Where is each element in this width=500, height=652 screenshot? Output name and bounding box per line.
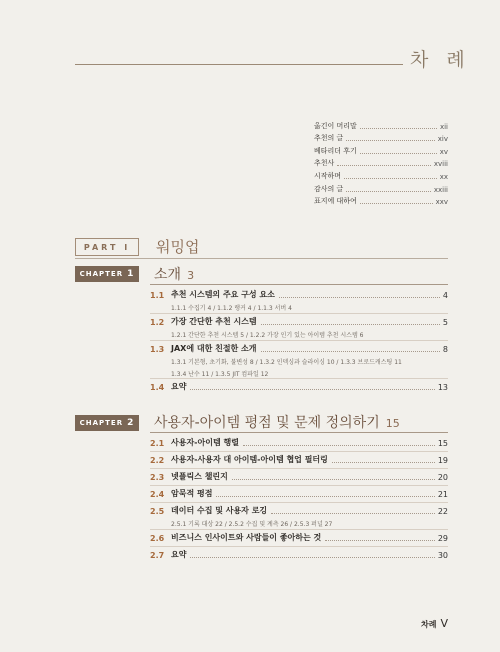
subsection-line: 1.1.1 수집기 4 / 1.1.2 랭커 4 / 1.1.3 서버 4 — [171, 305, 292, 312]
section-divider — [150, 485, 448, 486]
chapter-number: 2 — [127, 418, 135, 428]
subsection-line: 2.5.1 기록 대상 22 / 2.5.2 수집 및 계측 26 / 2.5.3 퍼널 27 — [171, 521, 333, 528]
toc-section[interactable] — [150, 289, 448, 300]
front-matter-title: 감사의 글 — [314, 184, 344, 193]
chapter-rule — [150, 284, 448, 285]
section-page: 4 — [442, 291, 448, 300]
section-number: 1.3 — [150, 345, 165, 354]
section-page: 29 — [437, 534, 448, 543]
section-divider — [150, 468, 448, 469]
dot-leader — [232, 479, 435, 480]
front-matter-item[interactable] — [314, 143, 448, 156]
front-matter-list — [314, 118, 448, 206]
front-matter-item[interactable] — [314, 181, 448, 194]
section-title: 사용자-사용자 대 아이템-아이템 협업 필터링 — [171, 455, 328, 464]
dot-leader — [190, 557, 434, 558]
toc-section[interactable] — [150, 381, 448, 392]
section-number: 2.2 — [150, 456, 165, 465]
toc-section[interactable] — [150, 505, 448, 516]
front-matter-item[interactable] — [314, 168, 448, 181]
section-title: 요약 — [171, 382, 187, 391]
part-label: PART I — [75, 238, 139, 256]
dot-leader — [243, 445, 435, 446]
dot-leader — [271, 513, 435, 514]
section-number: 1.2 — [150, 318, 165, 327]
dot-leader — [332, 462, 435, 463]
chapter-rule — [150, 432, 448, 433]
toc-section[interactable] — [150, 488, 448, 499]
dot-leader — [346, 191, 431, 192]
section-divider — [150, 340, 448, 341]
section-page: 19 — [437, 456, 448, 465]
front-matter-page: xii — [439, 122, 448, 131]
toc-section[interactable] — [150, 316, 448, 327]
section-divider — [150, 378, 448, 379]
dot-leader — [360, 203, 433, 204]
dot-leader — [337, 165, 431, 166]
toc-section[interactable] — [150, 532, 448, 543]
chapter-page: 3 — [187, 269, 195, 282]
header-rule — [75, 64, 403, 65]
front-matter-title: 추천의 글 — [314, 134, 344, 143]
front-matter-item[interactable] — [314, 118, 448, 131]
front-matter-page: xxiii — [433, 185, 448, 194]
dot-leader — [261, 324, 440, 325]
chapter-title-text: 사용자-아이템 평점 및 문제 정의하기 — [154, 415, 380, 431]
chapter-badge — [75, 415, 139, 431]
section-divider — [150, 451, 448, 452]
part-title: 워밍업 — [156, 238, 200, 256]
section-number: 1.4 — [150, 383, 165, 392]
section-number: 2.5 — [150, 507, 165, 516]
chapter-label: CHAPTER — [79, 270, 124, 278]
chapter-title[interactable] — [154, 264, 194, 284]
section-divider — [150, 529, 448, 530]
page-title: 차 례 — [410, 49, 471, 71]
section-number: 2.3 — [150, 473, 165, 482]
front-matter-title: 베타리더 후기 — [314, 146, 357, 155]
chapter-title-text: 소개 — [154, 267, 182, 283]
toc-section[interactable] — [150, 454, 448, 465]
section-divider — [150, 546, 448, 547]
front-matter-page: xv — [439, 147, 448, 156]
front-matter-title: 옮긴이 머리말 — [314, 121, 357, 130]
section-title: 데이터 수집 및 사용자 로깅 — [171, 506, 268, 515]
section-title: 넷플릭스 챌린지 — [171, 472, 228, 481]
section-page: 15 — [437, 439, 448, 448]
section-number: 2.4 — [150, 490, 165, 499]
dot-leader — [261, 351, 440, 352]
dot-leader — [360, 153, 437, 154]
section-title: 사용자-아이템 행렬 — [171, 438, 239, 447]
front-matter-title: 추천사 — [314, 159, 335, 168]
section-page: 20 — [437, 473, 448, 482]
front-matter-title: 시작하며 — [314, 171, 342, 180]
section-number: 1.1 — [150, 291, 165, 300]
toc-section[interactable] — [150, 549, 448, 560]
section-number: 2.1 — [150, 439, 165, 448]
subsection-line: 1.2.1 간단한 추천 시스템 5 / 1.2.2 가장 인기 있는 아이템 추천 시스템 6 — [171, 332, 364, 339]
chapter-label: CHAPTER — [79, 419, 124, 427]
toc-section[interactable] — [150, 437, 448, 448]
chapter-page: 15 — [385, 417, 400, 430]
section-page: 22 — [437, 507, 448, 516]
footer-label: 차례 — [421, 620, 437, 629]
front-matter-page: xx — [439, 172, 448, 181]
section-title: 암묵적 평점 — [171, 489, 213, 498]
section-number: 2.7 — [150, 551, 165, 560]
dot-leader — [325, 540, 435, 541]
front-matter-item[interactable] — [314, 156, 448, 169]
section-number: 2.6 — [150, 534, 165, 543]
page-footer — [421, 617, 448, 630]
front-matter-item[interactable] — [314, 131, 448, 144]
dot-leader — [216, 496, 434, 497]
section-page: 30 — [437, 551, 448, 560]
front-matter-page: xviii — [433, 160, 448, 169]
subsection-line: 1.3.4 난수 11 / 1.3.5 JIT 컴파일 12 — [171, 371, 269, 378]
section-page: 8 — [442, 345, 448, 354]
part-rule — [75, 258, 448, 259]
section-divider — [150, 502, 448, 503]
page-number: V — [440, 617, 448, 630]
section-title: 요약 — [171, 550, 187, 559]
subsection-line: 1.3.1 기본형, 초기화, 불변성 8 / 1.3.2 인덱싱과 슬라이싱 10 / 1.3.3 브로드캐스팅 11 — [171, 359, 402, 366]
chapter-badge — [75, 266, 139, 282]
chapter-title[interactable] — [154, 412, 400, 432]
section-title: JAX에 대한 친절한 소개 — [171, 344, 257, 353]
dot-leader — [344, 178, 437, 179]
dot-leader — [360, 128, 437, 129]
front-matter-page: xxv — [435, 198, 448, 207]
front-matter-item[interactable] — [314, 194, 448, 207]
dot-leader — [346, 140, 434, 141]
section-page: 5 — [442, 318, 448, 327]
chapter-number: 1 — [127, 269, 135, 279]
front-matter-page: xiv — [437, 135, 448, 144]
section-title: 가장 간단한 추천 시스템 — [171, 317, 257, 326]
toc-section[interactable] — [150, 471, 448, 482]
section-page: 13 — [437, 383, 448, 392]
section-divider — [150, 313, 448, 314]
dot-leader — [190, 389, 434, 390]
section-title: 추천 시스템의 주요 구성 요소 — [171, 290, 275, 299]
dot-leader — [279, 297, 440, 298]
toc-section[interactable] — [150, 343, 448, 354]
front-matter-title: 표지에 대하여 — [314, 197, 357, 206]
section-title: 비즈니스 인사이트와 사람들이 좋아하는 것 — [171, 533, 322, 542]
section-page: 21 — [437, 490, 448, 499]
